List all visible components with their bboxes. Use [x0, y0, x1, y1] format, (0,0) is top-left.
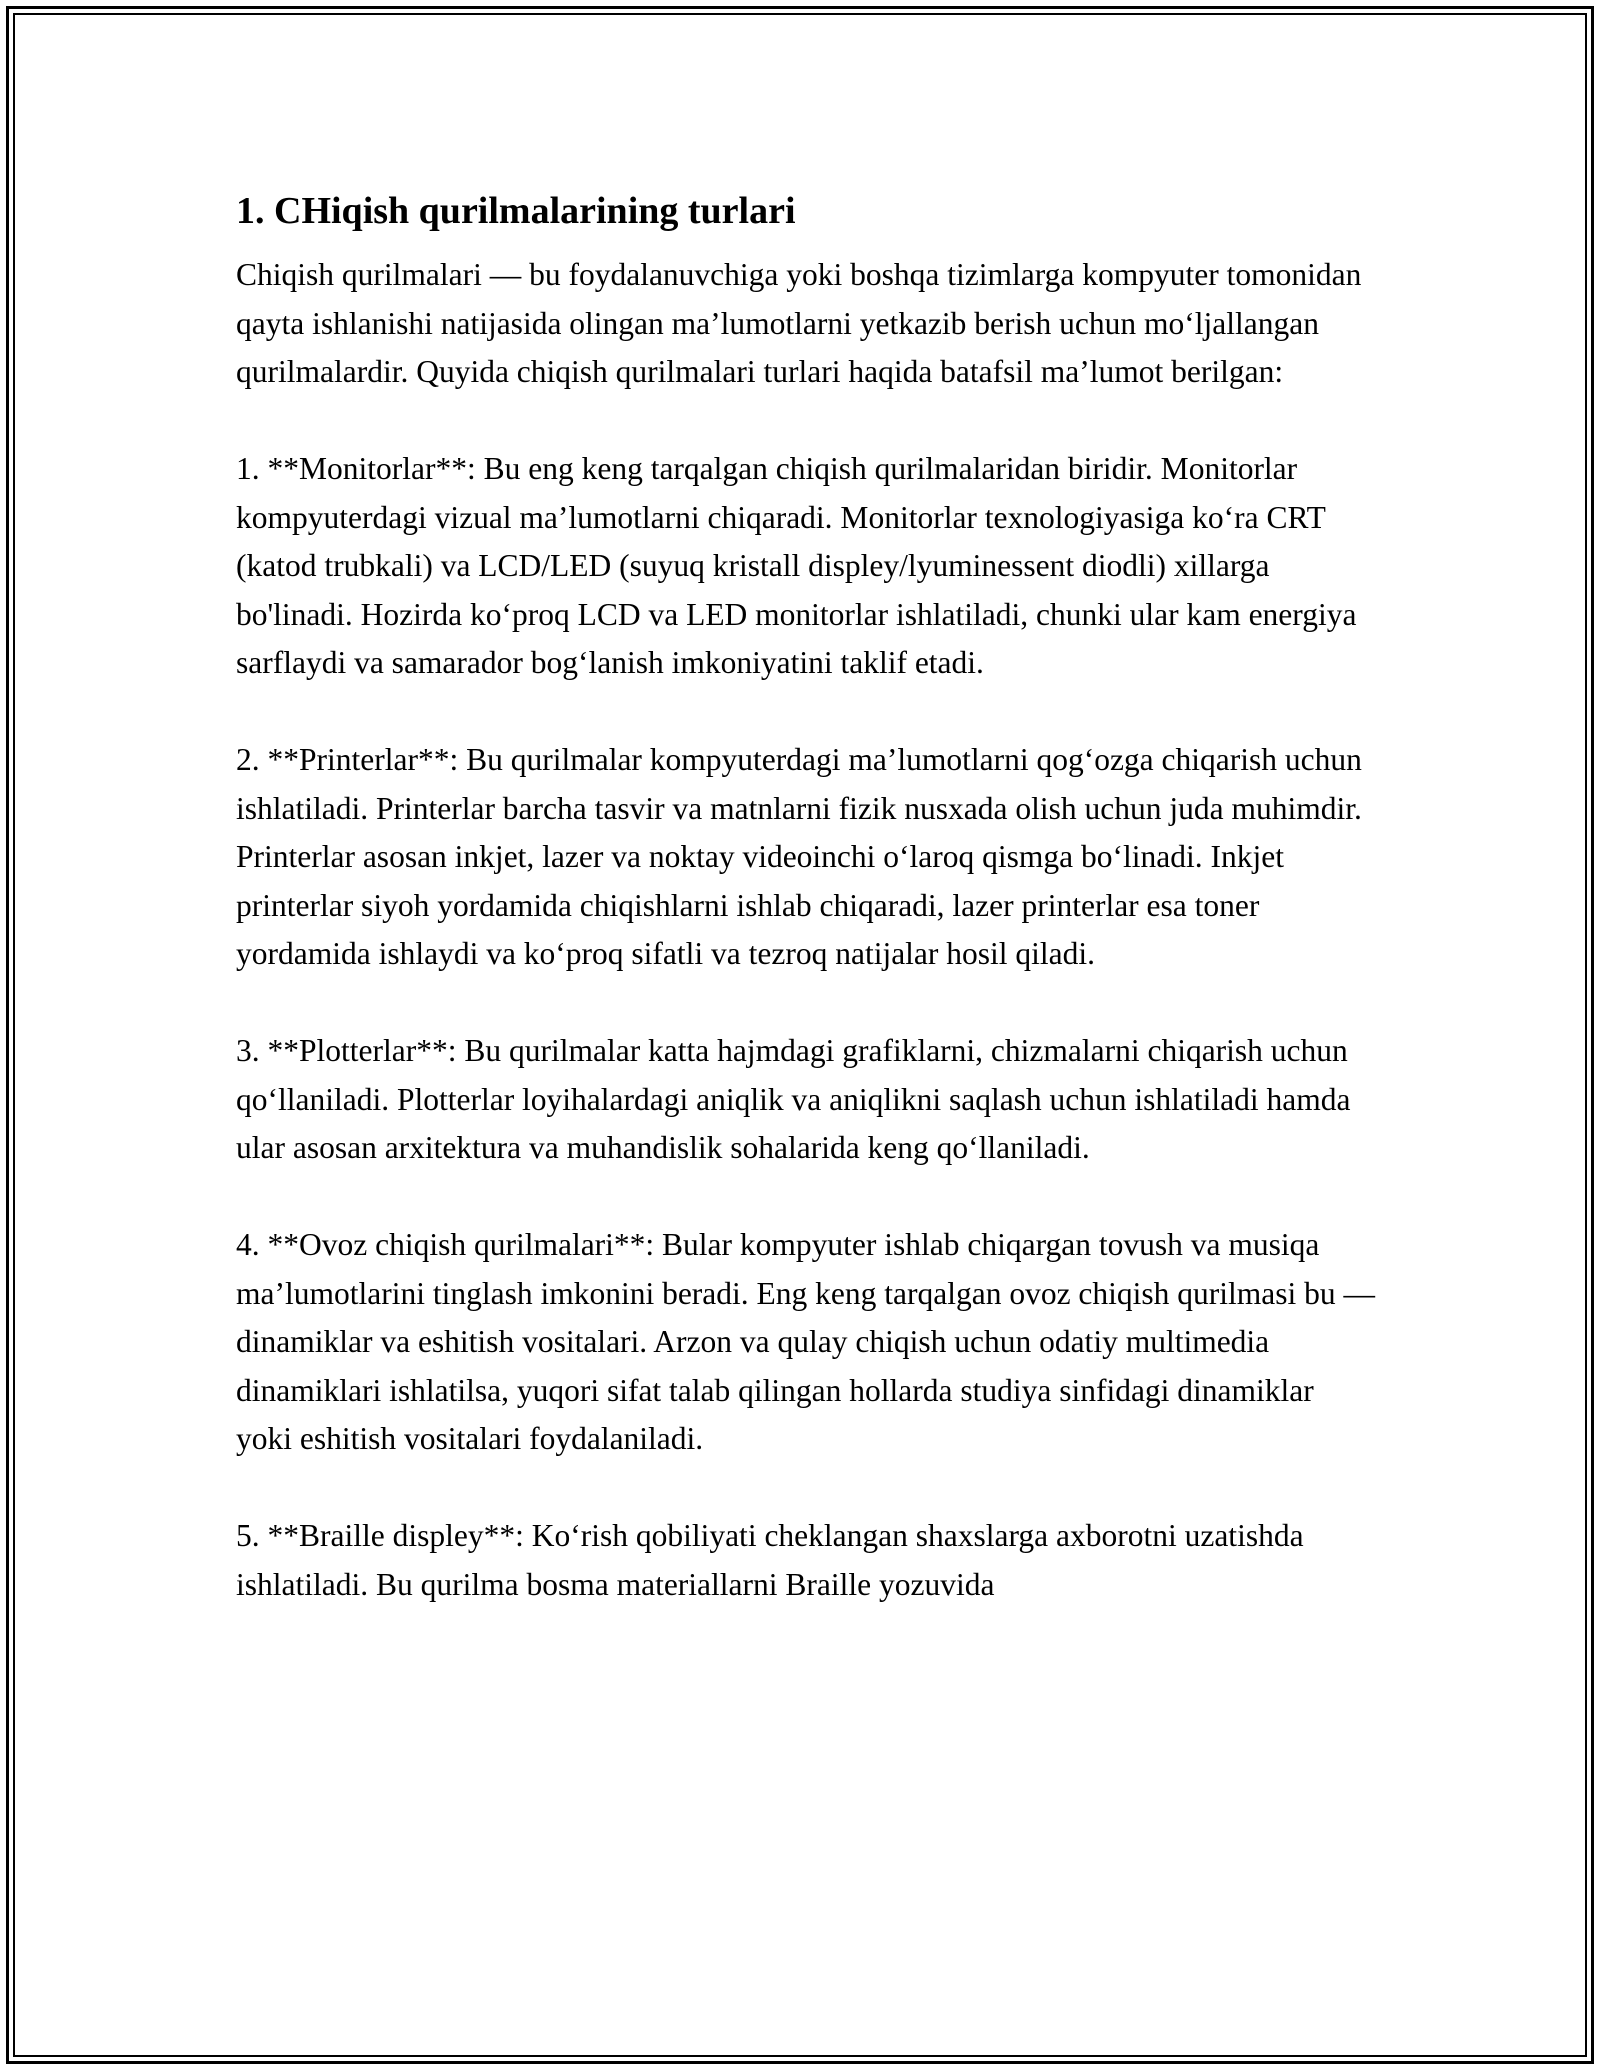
document-body — [236, 185, 1376, 1658]
braille-display-paragraph: 5. **Braille displey**: Ko‘rish qobiliyati cheklangan shaxslarga axborotni uzatishda ishlatiladi. Bu qurilma bosma materiallarni Braille yozuvida — [236, 1518, 1304, 1602]
section-heading: 1. CHiqish qurilmalarining turlari — [236, 190, 796, 232]
monitors-paragraph: 1. **Monitorlar**: Bu eng keng tarqalgan chiqish qurilmalaridan biridir. Monitorlar kompyuterdagi vizual ma’lumotlarni chiqaradi. Monitorlar texnologiyasiga ko‘ra CRT (katod trubkali) va LCD/LED (suyuq kristall displey/lyuminessent diodli) xillarga bo'linadi. Hozirda ko‘proq LCD va LED monitorlar ishlatiladi, chunki ular kam energiya sarflaydi va samarador bog‘lanish imkoniyatini taklif etadi. — [236, 451, 1357, 680]
printers-paragraph: 2. **Printerlar**: Bu qurilmalar kompyuterdagi ma’lumotlarni qog‘ozga chiqarish uchun ishlatiladi. Printerlar barcha tasvir va matnlarni fizik nusxada olish uchun juda muhimdir. Printerlar asosan inkjet, lazer va noktay videoinchi o‘laroq qismga bo‘linadi. Inkjet printerlar siyoh yordamida chiqishlarni ishlab chiqaradi, lazer printerlar esa toner yordamida ishlaydi va ko‘proq sifatli va tezroq natijalar hosil qiladi. — [236, 742, 1362, 971]
audio-output-paragraph: 4. **Ovoz chiqish qurilmalari**: Bular kompyuter ishlab chiqargan tovush va musiqa ma’lumotlarini tinglash imkonini beradi. Eng keng tarqalgan ovoz chiqish qurilmasi bu — dinamiklar va eshitish vositalari. Arzon va qulay chiqish uchun odatiy multimedia dinamiklari ishlatilsa, yuqori sifat talab qilingan hollarda studiya sinfidagi dinamiklar yoki eshitish vositalari foydalaniladi. — [236, 1227, 1376, 1456]
plotters-paragraph: 3. **Plotterlar**: Bu qurilmalar katta hajmdagi grafiklarni, chizmalarni chiqarish uchun qo‘llaniladi. Plotterlar loyihalardagi aniqlik va aniqlikni saqlash uchun ishlatiladi hamda ular asosan arxitektura va muhandislik sohalarida keng qo‘llaniladi. — [236, 1033, 1351, 1165]
intro-paragraph: Chiqish qurilmalari — bu foydalanuvchiga yoki boshqa tizimlarga kompyuter tomonidan qayta ishlanishi natijasida olingan ma’lumotlarni yetkazib berish uchun mo‘ljallangan qurilmalardir. Quyida chiqish qurilmalari turlari haqida batafsil ma’lumot berilgan: — [236, 257, 1362, 389]
